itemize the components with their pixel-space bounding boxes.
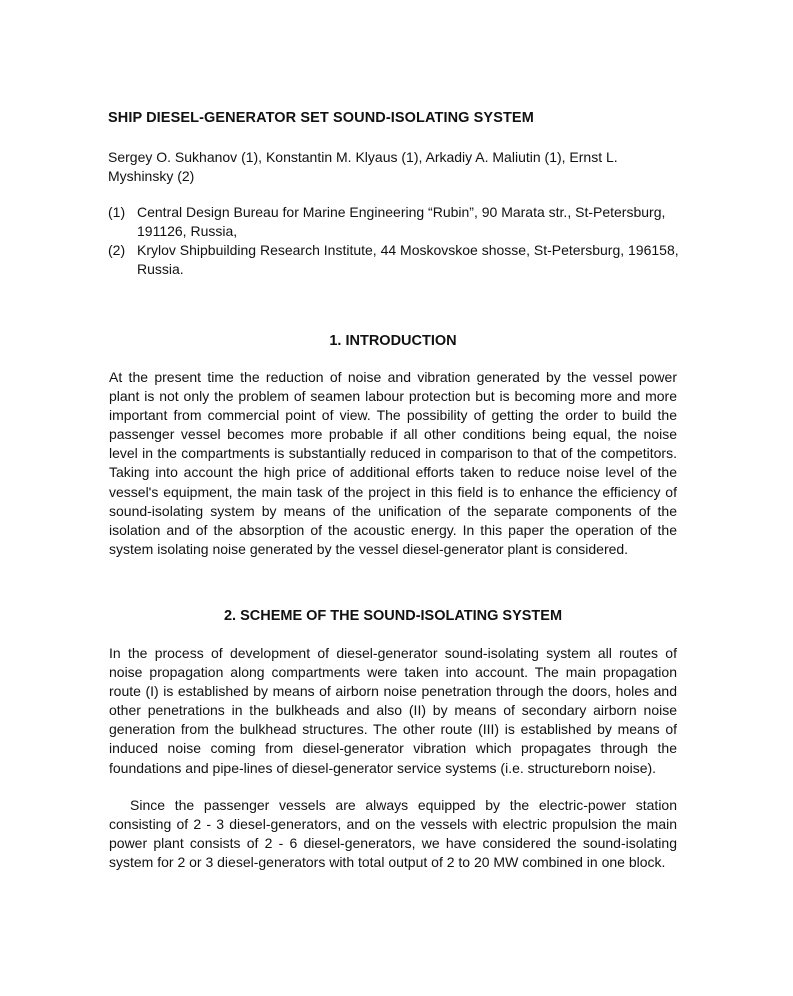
affiliation-text: Krylov Shipbuilding Research Institute, 44 Moskovskoe shosse, St-Petersburg, 196158, Russia. <box>137 242 679 277</box>
section-heading-introduction: 1. INTRODUCTION <box>329 333 457 349</box>
affiliation-number: (1) <box>108 204 126 220</box>
affiliation-number: (2) <box>108 242 126 258</box>
introduction-paragraph: At the present time the reduction of noise and vibration generated by the vessel power plant is not only the problem of seamen labour protection but is becoming more and more important from commercial point of view. The possibility of getting the order to build the passenger vessel becomes more probable if all other conditions being equal, the noise level in the compartments is substantially reduced in comparison to that of the competitors. Taking into account the high price of additional efforts taken to reduce noise level of the vessel's equipment, the main task of the project in this field is to enhance the efficiency of sound-isolating system by means of the unification of the separate components of the isolation and of the absorption of the acoustic energy. In this paper the operation of the system isolating noise generated by the vessel diesel-generator plant is considered. <box>109 369 677 557</box>
scheme-paragraph-1: In the process of development of diesel-generator sound-isolating system all routes of noise propagation along compartments were taken into account. The main propagation route (I) is established by means of airborn noise penetration through the doors, holes and other penetrations in the bulkheads and also (II) by means of secondary airborn noise generation from the bulkhead structures. The other route (III) is established by means of induced noise coming from diesel-generator vibration which propagates through the foundations and pipe-lines of diesel-generator service systems (i.e. structureborn noise). <box>109 645 677 776</box>
affiliation-item <box>108 203 688 241</box>
section-heading-scheme: 2. SCHEME OF THE SOUND-ISOLATING SYSTEM <box>223 608 563 624</box>
affiliation-list <box>108 203 688 279</box>
affiliation-text: Central Design Bureau for Marine Engineering “Rubin”, 90 Marata str., St-Petersburg, 191126, Russia, <box>137 204 666 239</box>
paper-title: SHIP DIESEL-GENERATOR SET SOUND-ISOLATING SYSTEM <box>108 110 534 126</box>
author-list: Sergey O. Sukhanov (1), Konstantin M. Klyaus (1), Arkadiy A. Maliutin (1), Ernst L. Myshinsky (2) <box>108 149 618 184</box>
scheme-paragraph-2: Since the passenger vessels are always equipped by the electric-power station consisting of 2 - 3 diesel-generators, and on the vessels with electric propulsion the main power plant consists of 2 - 6 diesel-generators, we have considered the sound-isolating system for 2 or 3 diesel-generators with total output of 2 to 20 MW combined in one block. <box>109 797 677 871</box>
affiliation-item <box>108 241 688 279</box>
